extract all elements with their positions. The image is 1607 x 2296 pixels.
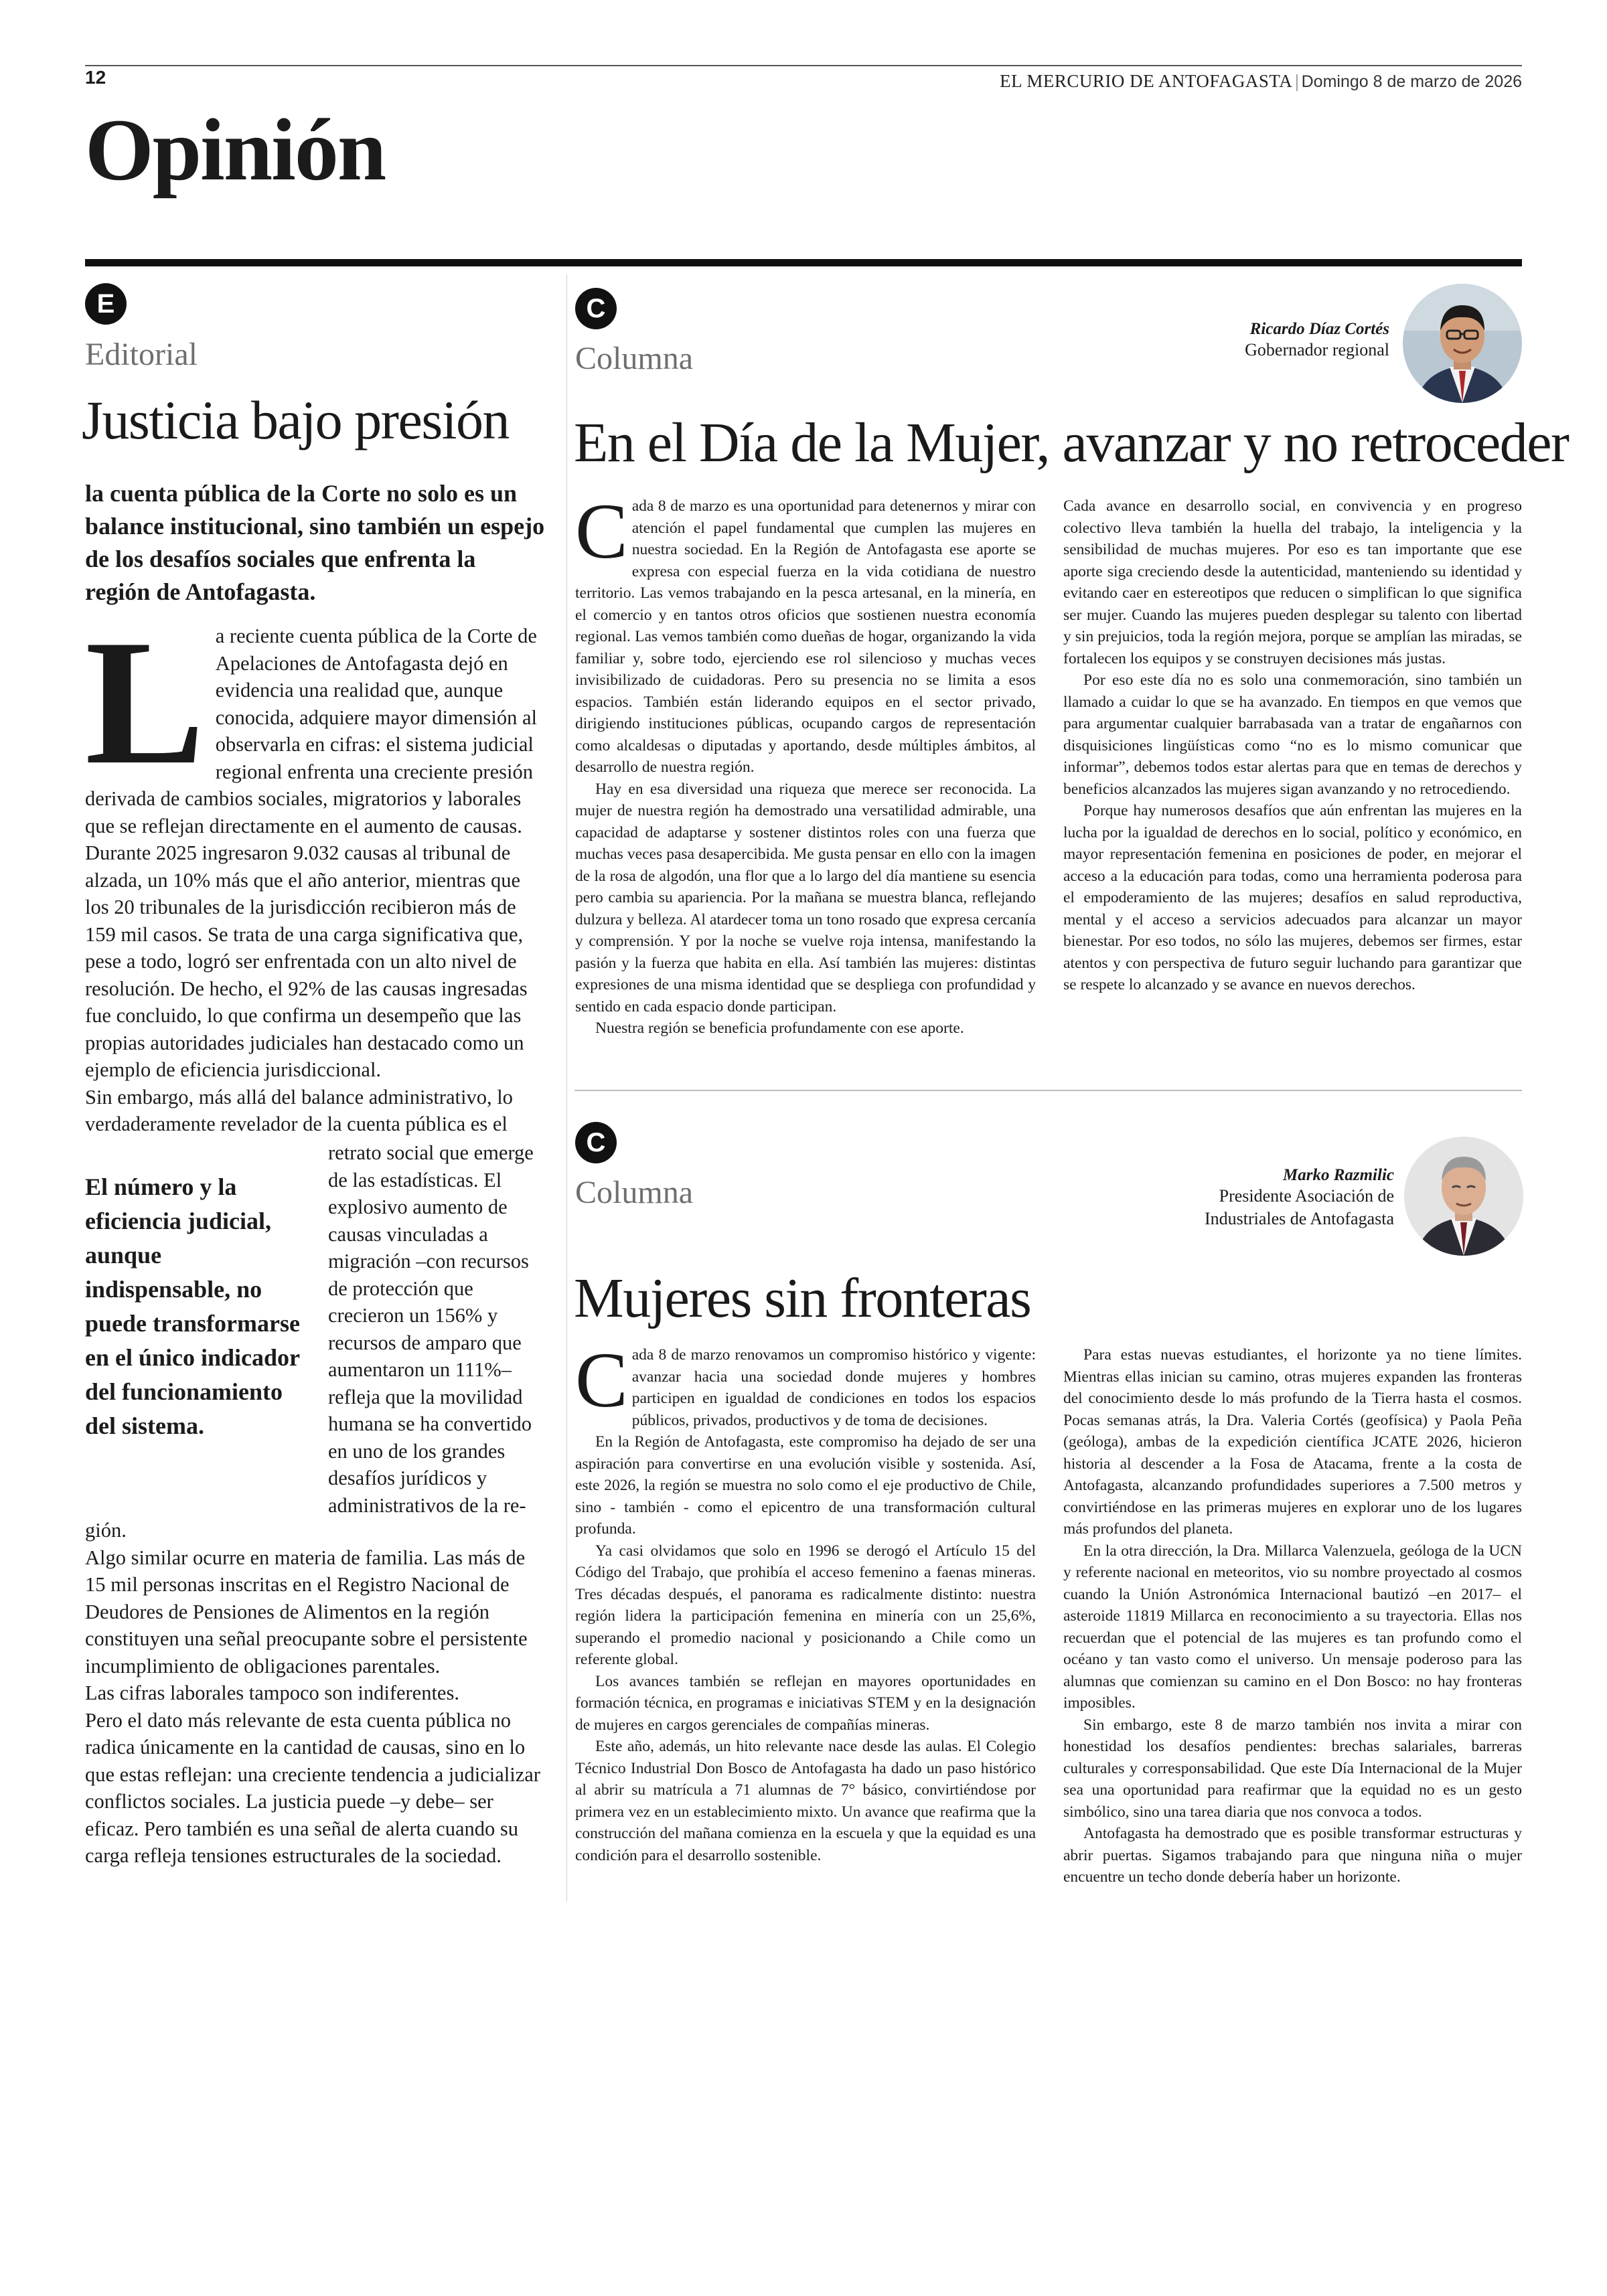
column2-paragraph: Para estas nuevas estudiantes, el horizonte ya no tiene límites. Mientras ellas inician su camino, otras mujeres expanden las fronteras del conocimiento desde lo más profundo de la Tierra hasta el cosmos. Pocas semanas atrás, la Dra. Valeria Cortés (geofísica) y Paola Peña (geóloga), ambas de la expedición científica JCATE 2026, hicieron historia al descender a la Fosa de Atacama, frente a la costa de Antofagasta, alcanzando profundidades superiores a 7.500 metros y convirtiéndose en las primeras mujeres en explorar uno de los lugares más profundos del planeta. (1063, 1346, 1522, 1538)
column2-paragraph: Sin embargo, este 8 de marzo también nos invita a mirar con honestidad los desafíos pendientes: brechas salariales, barreras culturales y corresponsabilidad. Que este Día Internacional de la Mujer sea una oportunidad para reafirmar que la equidad no es un gesto simbólico, sino una tarea diaria que nos convoca a todos. (1063, 1716, 1522, 1821)
editorial-lead: la cuenta pública de la Corte no solo es un balance institucional, sino también un espejo de los desafíos sociales que enfrenta la región de Antofagasta. (85, 480, 545, 605)
editorial-paragraph: Las cifras laborales tampoco son indiferentes. (85, 1682, 459, 1704)
column2-role: Industriales de Antofagasta (1204, 1209, 1394, 1228)
editorial-paragraph: La reciente cuenta pública de la Corte de Apelaciones de Antofagasta dejó en evidencia una realidad que, aunque conocida, adquiere mayor dimensión al observarla en cifras: el sistema judicial regional enfrenta una creciente presión derivada de cambios sociales, migratorios y laborales que se reflejan directamente en el aumento de causas. (85, 602, 537, 837)
column1-badge: C (575, 288, 617, 329)
column1-author: Ricardo Díaz Cortés (1249, 320, 1389, 338)
editorial-pullquote: El número y la eficiencia judicial, aunque indispensable, no puede transformarse en el único indicador del funcionamiento del sistema. (85, 1173, 300, 1439)
column2-badge: C (575, 1122, 617, 1163)
column2-body-left (575, 1336, 1036, 1866)
editorial-paragraph: Durante 2025 ingresaron 9.032 causas al tribunal de alzada, un 10% más que el año anterior, mientras que los 20 tribunales de la jurisdicción recibieron más de 159 mil casos. Se trata de una carga significativa que, pese a todo, logró ser enfrentada con un alto nivel de resolución. De hecho, el 92% de las causas ingresadas fue concluido, lo que confirma un desempeño que las propias autoridades judiciales han destacado como un ejemplo de eficiencia jurisdiccional. (85, 841, 528, 1081)
column2-drop-cap: C (575, 1336, 628, 1424)
editorial-paragraph: Pero el dato más relevante de esta cuenta pública no radica únicamente en la cantidad de causas, sino en lo que estas reflejan: una creciente tendencia a judicializar conflictos sociales. La justicia puede –y debe– ser eficaz. Pero también es una señal de alerta cuando su carga refleja tensiones estructurales de la sociedad. (85, 1708, 540, 1867)
column2-author: Marko Razmilic (1283, 1166, 1394, 1184)
column2-paragraph: En la Región de Antofagasta, este compromiso ha dejado de ser una aspiración para convertirse en una evolución visible y sostenida. Así, este 2026, la región se muestra no solo como el eje productivo de Chile, sino - también - como el epicentro de una transformación cultural profunda. (575, 1433, 1036, 1538)
column2-paragraph: Ya casi olvidamos que solo en 1996 se derogó el Artículo 15 del Código del Trabajo, que prohibía el acceso femenino a faenas mineras. Tres décadas después, el panorama es radicalmente distinto: nuestra región lidera la participación femenina en minería con un 25,6%, superando el promedio nacional y posicionando a Chile como un referente global. (575, 1542, 1036, 1668)
column1-paragraph: Cada 8 de marzo es una oportunidad para detenernos y mirar con atención el papel fundamental que cumplen las mujeres en nuestra sociedad. En la Región de Antofagasta ese aporte se expresa con especial fuerza en la vida cotidiana de nuestro territorio. Las vemos trabajando en la pesca artesanal, en la minería, en el comercio y en tantos otros oficios que sostienen nuestra economía regional. Las vemos también como dueñas de hogar, organizando la vida familiar y, sobre todo, ejerciendo ese rol silencioso y muchas veces invisibilizado de cuidadoras. Pero su presencia no se limita a esos espacios. También están liderando equipos en el sector privado, dirigiendo instituciones públicas, ocupando cargos de representación como alcaldesas o diputadas y aportando, desde múltiples ámbitos, al desarrollo de nuestra región. (575, 487, 1036, 776)
column2-body-right (1063, 1344, 1522, 1888)
column-divider-horizontal (575, 1090, 1522, 1091)
column2-byline (1205, 1166, 1394, 1230)
publication-name: EL MERCURIO DE ANTOFAGASTA (1000, 71, 1293, 91)
column2-paragraph: Cada 8 de marzo renovamos un compromiso histórico y vigente: avanzar hacia una sociedad donde mujeres y hombres participen en igualdad de condiciones en todos los espacios públicos, privados, productivos y de toma de decisiones. (575, 1336, 1036, 1429)
column1-kicker: Columna (575, 341, 693, 376)
editorial-badge: E (85, 283, 127, 325)
column2-author-photo (1404, 1137, 1523, 1256)
author-portrait-icon (1404, 1137, 1523, 1256)
column1-drop-cap: C (575, 487, 628, 575)
column1-body-left (575, 487, 1036, 1040)
column2-paragraph: En la otra dirección, la Dra. Millarca Valenzuela, geóloga de la UCN y referente nacional en meteoritos, vio su nombre proyectado al cosmos cuando la Unión Astronómica Internacional bautizó –en 2017– el asteroide 11819 Millarca en reconocimiento a su trayectoria. Ellas nos recuerdan que el potencial de las mujeres es tan profundo como el océano y tan vasto como el universo. Un mensaje poderoso para las alumnas que comienzan su camino en el Don Bosco: no hay fronteras imposibles. (1063, 1542, 1522, 1712)
column1-paragraph: Hay en esa diversidad una riqueza que merece ser reconocida. La mujer de nuestra región ha demostrado una versatilidad admirable, una capacidad de adaptarse y sostener distintos roles con una fuerza que muchas veces pasa desapercibida. Me gusta pensar en ello con la imagen de la rosa de algodón, una flor que a lo largo del día mantiene su esencia pero cambia su apariencia. Por la mañana se muestra blanca, reflejando dulzura y belleza. Al atardecer toma un tono rosado que expresa cercanía y comprensión. Y por la noche se vuelve roja intensa, manifestando la pasión y la fuerza que habita en ella. Así también las mujeres: distintas expresiones de una misma identidad que se despliega con profundidad y sentido en cada espacio donde participan. (575, 780, 1036, 1015)
column1-role: Gobernador regional (1245, 340, 1389, 359)
publication-date: Domingo 8 de marzo de 2026 (1301, 72, 1522, 91)
column1-paragraph: Cada avance en desarrollo social, en convivencia y en progreso colectivo lleva también la huella del trabajo, la inteligencia y la sensibilidad de muchas mujeres. Por eso es tan importante que ese aporte siga creciendo desde la autenticidad, manteniendo su identidad y evitando caer en estereotipos que reducen o simplifican lo que significa ser mujer. Cuando las mujeres pueden desplegar su talento con libertad y sin prejuicios, toda la región mejora, porque se amplían las miradas, se fortalecen los equipos y se construyen decisiones más justas. (1063, 497, 1522, 667)
column2-paragraph: Antofagasta ha demostrado que es posible transformar estructuras y abrir puertas. Sigamos trabajando para que ninguna niña o mujer encuentre un techo donde debería haber un horizonte. (1063, 1825, 1522, 1886)
section-title: Opinión (85, 100, 386, 199)
column2-paragraph: Este año, además, un hito relevante nace desde las aulas. El Colegio Técnico Industrial Don Bosco de Antofagasta ha dado un paso histórico al abrir su matrícula a 71 alumnas de 7° básico, convirtiéndose por primera vez en un establecimiento mixto. Un avance que reafirma que la construcción del mañana comienza en la escuela y que la equidad es una condición para el desarrollo sostenible. (575, 1738, 1036, 1864)
column1-headline: En el Día de la Mujer, avanzar y no retroceder (574, 412, 1569, 474)
editorial-headline: Justicia bajo presión (82, 390, 510, 450)
editorial-paragraph: retrato social que emerge de las estadísticas. El explosivo aumento de causas vinculadas a migración –con recursos de protección que crecieron un 156% y recursos de amparo que aumentaron un 111%– refleja que la movilidad humana se ha convertido en uno de los grandes desafíos jurídicos y administrativos de la re- (328, 1141, 534, 1517)
editorial-paragraph: Sin embargo, más allá del balance administrativo, lo verdaderamente revelador de la cuenta pública es el (85, 1085, 513, 1135)
editorial-body-side (328, 1139, 547, 1519)
masthead-separator: | (1295, 71, 1299, 91)
page-number: 12 (85, 67, 106, 88)
column2-kicker: Columna (575, 1175, 693, 1210)
editorial-kicker: Editorial (85, 337, 198, 372)
column1-byline (1245, 320, 1389, 361)
editorial-drop-cap: L (85, 602, 205, 801)
author-portrait-icon (1403, 284, 1522, 403)
header-rule (85, 65, 1522, 66)
column1-paragraph: Nuestra región se beneficia profundamente con ese aporte. (595, 1019, 964, 1037)
column-divider (566, 274, 567, 1901)
column1-paragraph: Por eso este día no es solo una conmemoración, sino también un llamado a cuidar lo que se ha avanzado. En tiempos en que vemos que para argumentar cualquier barrabasada van a tratar de engañarnos con disquisiciones lingüísticas como “no es lo mismo comunicar que informar”, debemos todos estar alertas para que en temas de derechos y beneficios alcanzados las mujeres sigan avanzando y no retrocediendo. (1063, 671, 1522, 798)
editorial-paragraph: Algo similar ocurre en materia de familia. Las más de 15 mil personas inscritas en el Registro Nacional de Deudores de Pensiones de Alimentos en la región constituyen una señal preocupante sobre el persistente incumplimiento de obligaciones parentales. (85, 1546, 528, 1677)
section-rule (85, 259, 1522, 266)
column2-headline: Mujeres sin fronteras (574, 1267, 1031, 1329)
editorial-body-bottom (85, 1517, 547, 1870)
editorial-body-top (85, 602, 547, 1138)
column1-author-photo (1403, 284, 1522, 403)
column2-role: Presidente Asociación de (1219, 1186, 1394, 1206)
column1-body-right (1063, 495, 1522, 996)
column1-paragraph: Porque hay numerosos desafíos que aún enfrentan las mujeres en la lucha por la igualdad de derechos en lo social, político y económico, en mayor representación femenina en posiciones de poder, en mejorar el acceso a la educación para todas, como una herramienta poderosa para el empoderamiento de las mujeres; desafíos en salud reproductiva, mental y el acceso a servicios adecuados para alcanzar un mayor bienestar. Por eso todos, no sólo las mujeres, debemos ser firmes, estar atentos y con perspectiva de futuro seguir luchando para garantizar que se respete lo alcanzado y se avance en nuevos derechos. (1063, 802, 1522, 993)
masthead (1000, 71, 1522, 92)
column2-paragraph: Los avances también se reflejan en mayores oportunidades en formación técnica, en programas e iniciativas STEM y en la designación de mujeres en cargos gerenciales de compañías mineras. (575, 1672, 1036, 1734)
editorial-paragraph: gión. (85, 1519, 127, 1542)
